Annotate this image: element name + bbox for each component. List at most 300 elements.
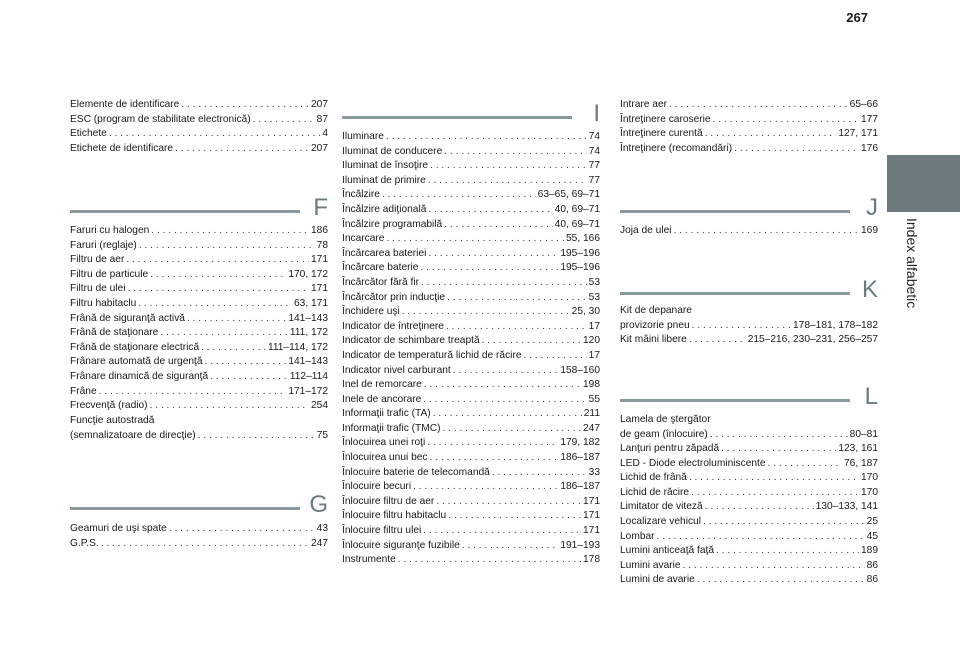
leader-dots (139, 239, 315, 254)
index-entry (342, 407, 600, 422)
leader-dots (657, 530, 865, 545)
entry-pages: 186–187 (560, 481, 600, 493)
entry-text: Frâne (70, 385, 97, 397)
index-entry (342, 174, 600, 189)
entry-text: Faruri cu halogen (70, 225, 150, 236)
entry-pages: 130–133, 141 (815, 501, 878, 513)
entry-pages: 74 (588, 145, 600, 157)
leader-dots (101, 537, 309, 552)
entry-text: Frână de staţionare electrică (70, 341, 200, 353)
entry-pages: 43 (316, 523, 328, 534)
leader-dots (703, 515, 865, 530)
entry-pages: 211 (583, 408, 600, 420)
entry-pages: 254 (311, 400, 328, 412)
entry-text: Lumini avarie (620, 559, 681, 571)
leader-dots (382, 188, 536, 203)
entry-pages: 170 (861, 472, 878, 484)
leader-dots (160, 326, 287, 341)
entry-text: Iluminare (342, 131, 384, 142)
entry-pages: 86 (866, 559, 878, 571)
entry-text: Lanţuri pentru zăpadă (620, 443, 720, 454)
entry-pages: 78 (316, 239, 328, 251)
entry-pages: 87 (316, 113, 328, 125)
entry-text: Încălzire (342, 189, 380, 201)
index-entry (620, 573, 878, 588)
index-entry (70, 268, 328, 283)
entry-pages: 177 (861, 113, 878, 125)
index-entry (70, 127, 328, 142)
index-entry (70, 522, 328, 537)
entry-text: Etichete de identificare (70, 142, 174, 154)
section-j-entries (620, 224, 878, 239)
entry-text: Lichid de frână (620, 472, 687, 484)
leader-dots (482, 334, 581, 349)
entry-text: Limitator de viteză (620, 501, 703, 513)
leader-dots (713, 113, 859, 128)
leader-dots (689, 333, 746, 348)
section-i-header (342, 100, 600, 130)
index-entry (342, 436, 600, 451)
index-entry (620, 142, 878, 157)
entry-pages: 215–216, 230–231, 256–257 (747, 334, 878, 345)
entry-text: ESC (program de stabilitate electronică) (70, 113, 251, 125)
entry-text: Frânare automată de urgenţă (70, 356, 203, 368)
entry-pages: 63–65, 69–71 (537, 189, 600, 201)
index-entry (70, 113, 328, 128)
section-f-header (70, 194, 328, 224)
entry-text: Inel de remorcare (342, 379, 422, 391)
index-entry (70, 326, 328, 341)
section-k-header (620, 276, 878, 306)
leader-dots (705, 127, 837, 142)
entry-pages: 171 (583, 525, 600, 537)
entry-text: Încălzire programabilă (342, 218, 443, 230)
entry-text: Închidere uşi (342, 306, 400, 318)
entry-text: Întreţinere caroserie (620, 113, 711, 125)
entry-pages: 53 (588, 276, 600, 288)
leader-dots (444, 218, 552, 233)
index-entry (342, 539, 600, 554)
entry-text: Intrare aer (620, 99, 667, 110)
entry-text: provizorie pneu (620, 319, 690, 331)
entry-pages: 77 (588, 174, 600, 186)
side-label: Index alfabetic (904, 218, 920, 309)
section-l-header (620, 383, 878, 413)
section-g-entries (70, 522, 328, 551)
index-entry (70, 537, 328, 552)
entry-pages: 141–143 (288, 312, 328, 324)
entry-text: Filtru de ulei (70, 283, 126, 295)
index-entry (70, 341, 328, 356)
index-entry (70, 370, 328, 385)
entry-pages: 33 (588, 466, 600, 478)
entry-text: Geamuri de uşi spate (70, 523, 167, 534)
section-divider (620, 399, 850, 402)
entry-pages: 25, 30 (571, 306, 600, 318)
entry-pages: 55 (588, 393, 600, 405)
index-entry (342, 232, 600, 247)
entry-pages: 171–172 (288, 385, 328, 397)
entry-text: Lombar (620, 530, 655, 542)
entry-text: Frână de staţionare (70, 327, 159, 339)
index-entry (620, 428, 878, 443)
leader-dots (683, 559, 865, 574)
entry-pages: 63, 171 (294, 297, 328, 309)
index-entry (342, 524, 600, 539)
entry-pages: 141–143 (288, 356, 328, 368)
section-divider (70, 507, 300, 510)
entry-pages: 112–114 (289, 370, 328, 382)
leader-dots (430, 451, 559, 466)
leader-dots (453, 364, 559, 379)
leader-dots (109, 127, 321, 142)
entry-text: Înlocuirea unui bec (342, 452, 428, 464)
entry-pages: 120 (583, 335, 600, 347)
entry-pages: 186 (311, 225, 328, 236)
leader-dots (428, 174, 587, 189)
section-letter-l: L (864, 383, 878, 410)
entry-text: Frânare dinamică de siguranţă (70, 370, 209, 382)
entry-pages: 65–66 (849, 99, 878, 110)
index-entry (620, 559, 878, 574)
entry-pages: 77 (588, 160, 600, 172)
leader-dots (150, 399, 309, 414)
entry-text: Joja de ulei (620, 225, 672, 236)
entry-text: Faruri (reglaje) (70, 239, 137, 251)
entry-pages: 123, 161 (838, 443, 878, 454)
entry-pages: 171 (583, 495, 600, 507)
section-letter-g: G (309, 491, 328, 518)
entry-text: Încălzire adiţională (342, 203, 427, 215)
leader-dots (386, 130, 587, 145)
entry-text: Indicator nivel carburant (342, 364, 451, 376)
entry-pages: 186–187 (560, 452, 600, 464)
entry-text: Înlocuire filtru habitaclu (342, 510, 447, 522)
index-entry (342, 451, 600, 466)
entry-pages: 74 (588, 131, 600, 142)
entry-text: Localizare vehicul (620, 515, 701, 527)
leader-dots (428, 203, 552, 218)
index-entry (70, 224, 328, 239)
leader-dots (669, 98, 848, 113)
index-entry (342, 261, 600, 276)
index-entry (70, 142, 328, 157)
entry-pages: 170, 172 (288, 268, 328, 280)
entry-text: Iluminat de însoţire (342, 160, 429, 172)
leader-dots (768, 457, 842, 472)
leader-dots (448, 509, 581, 524)
leader-dots (169, 522, 315, 537)
entry-pages: 207 (311, 142, 328, 154)
column-1-top (70, 98, 328, 156)
leader-dots (151, 224, 309, 239)
index-entry (620, 530, 878, 545)
entry-text: Iluminat de conducere (342, 145, 443, 157)
index-entry (620, 457, 878, 472)
index-entry (342, 378, 600, 393)
entry-text: Informaţii trafic (TMC) (342, 422, 441, 434)
index-entry (620, 442, 878, 457)
index-entry (342, 480, 600, 495)
index-entry (342, 495, 600, 510)
entry-text: Întreţinere (recomandări) (620, 142, 733, 154)
leader-dots (150, 268, 286, 283)
leader-dots (424, 378, 581, 393)
leader-dots (705, 500, 814, 515)
section-i-entries (342, 130, 600, 568)
leader-dots (210, 370, 288, 385)
index-entry (620, 319, 878, 334)
entry-pages: 4 (322, 128, 328, 140)
entry-text: Înlocuire baterie de telecomandă (342, 466, 490, 478)
leader-dots (442, 422, 581, 437)
index-entry (70, 282, 328, 297)
entry-pages: 86 (866, 574, 878, 586)
entry-text: (semnalizatoare de direcţie) (70, 429, 196, 441)
entry-pages: 158–160 (560, 364, 600, 376)
entry-pages: 53 (588, 291, 600, 303)
entry-pages: 75 (316, 429, 328, 441)
entry-pages: 45 (866, 530, 878, 542)
index-entry (620, 500, 878, 515)
index-entry-multi (70, 414, 328, 443)
index-entry (620, 333, 878, 348)
entry-text: Înlocuire filtru ulei (342, 525, 422, 537)
index-entry (342, 203, 600, 218)
leader-dots (492, 466, 587, 481)
leader-dots (423, 524, 581, 539)
section-l-entries (620, 442, 878, 588)
entry-pages: 80–81 (849, 428, 878, 440)
leader-dots (721, 442, 836, 457)
index-entry (342, 145, 600, 160)
entry-text: Incarcare (342, 233, 385, 245)
leader-dots (430, 159, 587, 174)
index-entry (342, 393, 600, 408)
section-letter-i: I (593, 100, 600, 127)
leader-dots (447, 291, 587, 306)
section-divider (342, 116, 572, 119)
index-entry (620, 515, 878, 530)
entry-pages: 191–193 (560, 539, 600, 551)
entry-pages: 176 (861, 142, 878, 154)
entry-pages: 169 (861, 225, 878, 236)
section-g-header (70, 491, 328, 521)
entry-text: Înlocuire becuri (342, 481, 412, 493)
leader-dots (420, 261, 558, 276)
leader-dots (446, 320, 587, 335)
entry-pages: 247 (311, 537, 328, 549)
entry-text: Întreţinere curentă (620, 128, 703, 140)
index-entry (70, 355, 328, 370)
index-entry (342, 218, 600, 233)
index-entry (342, 422, 600, 437)
leader-dots (691, 486, 859, 501)
index-entry (70, 385, 328, 400)
entry-pages: 178 (583, 554, 600, 566)
index-entry (342, 364, 600, 379)
index-entry (620, 127, 878, 142)
index-entry-multi (620, 413, 878, 442)
leader-dots (428, 247, 558, 262)
entry-text: Inele de ancorare (342, 393, 422, 405)
index-entry (342, 130, 600, 145)
leader-dots (201, 341, 266, 356)
entry-pages: 111, 172 (289, 327, 328, 339)
index-entry (620, 113, 878, 128)
column-3-top (620, 98, 878, 156)
entry-pages: 170 (861, 486, 878, 498)
leader-dots (398, 553, 581, 568)
entry-text: Încărcător prin inducţie (342, 291, 446, 303)
entry-text: Încărcător fără fir (342, 276, 419, 288)
leader-dots (413, 480, 558, 495)
index-entry (342, 466, 600, 481)
index-entry (70, 239, 328, 254)
entry-text: Lichid de răcire (620, 486, 690, 498)
section-divider (70, 210, 300, 213)
entry-pages: 25 (866, 515, 878, 527)
index-entry (620, 544, 878, 559)
entry-pages: 17 (588, 320, 600, 332)
index-entry (342, 276, 600, 291)
index-entry (70, 429, 328, 444)
entry-pages: 179, 182 (560, 437, 600, 449)
entry-pages: 247 (583, 422, 600, 434)
entry-pages: 195–196 (560, 262, 600, 274)
entry-pages: 198 (583, 379, 600, 391)
leader-dots (674, 224, 859, 239)
entry-text: Filtru de particule (70, 268, 149, 280)
entry-pages: 178–181, 178–182 (793, 319, 878, 331)
leader-dots (138, 297, 292, 312)
entry-pages: 189 (861, 545, 878, 557)
entry-pages: 40, 69–71 (554, 218, 600, 230)
entry-text: de geam (înlocuire) (620, 428, 708, 440)
index-entry (342, 349, 600, 364)
index-entry (342, 291, 600, 306)
section-letter-k: K (861, 276, 878, 303)
entry-text: Informaţii trafic (TA) (342, 408, 431, 420)
section-k-entries (620, 333, 878, 348)
leader-dots (181, 98, 309, 113)
entry-text: Kit mâini libere (620, 334, 687, 345)
entry-pages: 111–114, 172 (267, 341, 328, 353)
entry-pages: 76, 187 (844, 457, 878, 469)
leader-dots (386, 232, 564, 247)
leader-dots (126, 253, 309, 268)
index-entry (342, 247, 600, 262)
leader-dots (436, 495, 581, 510)
leader-dots (423, 393, 586, 408)
index-entry (70, 98, 328, 113)
entry-text: Lumini de avarie (620, 574, 695, 586)
side-tab (887, 155, 960, 212)
index-entry (342, 320, 600, 335)
entry-text: Încărcarea bateriei (342, 247, 427, 259)
entry-text-line1: Funcţie autostradă (70, 415, 155, 426)
entry-pages: 195–196 (560, 247, 600, 259)
entry-text: Înlocuirea unei roţi (342, 437, 426, 449)
index-entry (70, 253, 328, 268)
index-entry (620, 486, 878, 501)
leader-dots (462, 539, 559, 554)
index-entry (342, 334, 600, 349)
section-letter-j: J (866, 194, 878, 221)
entry-text: Elemente de identificare (70, 99, 180, 110)
entry-text-line1: Lamela de ştergător (620, 414, 711, 425)
index-entry (620, 98, 878, 113)
index-entry (342, 305, 600, 320)
entry-text: Iluminat de primire (342, 174, 426, 186)
section-divider (620, 292, 850, 295)
leader-dots (716, 544, 859, 559)
entry-text: Înlocuire filtru de aer (342, 495, 435, 507)
leader-dots (205, 355, 287, 370)
section-j-header (620, 194, 878, 224)
leader-dots (421, 276, 587, 291)
entry-text: Indicator de întreţinere (342, 320, 444, 332)
index-entry-multi (620, 304, 878, 333)
entry-text: Înlocuire siguranţe fuzibile (342, 539, 460, 551)
index-entry (620, 471, 878, 486)
page-number: 267 (846, 10, 868, 25)
entry-text: Indicator de temperatură lichid de răcire (342, 349, 522, 361)
entry-pages: 171 (311, 254, 328, 266)
leader-dots (253, 113, 315, 128)
leader-dots (99, 385, 287, 400)
entry-pages: 171 (583, 510, 600, 522)
entry-text: Filtru habitaclu (70, 297, 137, 309)
index-entry (70, 312, 328, 327)
entry-text-line1: Kit de depanare (620, 305, 692, 316)
leader-dots (402, 305, 570, 320)
leader-dots (175, 142, 309, 157)
section-f-entries (70, 224, 328, 414)
entry-pages: 127, 171 (838, 128, 878, 140)
entry-text: G.P.S. (70, 537, 99, 549)
entry-text: LED - Diode electroluminiscente (620, 457, 766, 469)
index-entry (342, 159, 600, 174)
leader-dots (187, 312, 286, 327)
entry-text: Încărcare baterie (342, 262, 419, 274)
index-entry (342, 509, 600, 524)
entry-pages: 55, 166 (566, 233, 600, 245)
entry-text: Etichete (70, 128, 107, 140)
leader-dots (689, 471, 859, 486)
index-entry (342, 553, 600, 568)
entry-text: Filtru de aer (70, 254, 125, 266)
entry-text: Frecvenţă (radio) (70, 400, 148, 412)
entry-text: Lumini anticeaţă faţă (620, 545, 715, 557)
entry-text: Frână de siguranţă activă (70, 312, 185, 324)
entry-pages: 171 (311, 283, 328, 295)
leader-dots (433, 407, 582, 422)
leader-dots (427, 436, 558, 451)
index-entry (342, 188, 600, 203)
leader-dots (444, 145, 586, 160)
index-entry (70, 297, 328, 312)
leader-dots (524, 349, 587, 364)
section-divider (620, 210, 850, 213)
entry-pages: 17 (588, 349, 600, 361)
leader-dots (734, 142, 859, 157)
leader-dots (697, 573, 865, 588)
entry-pages: 207 (311, 99, 328, 110)
index-entry (620, 224, 878, 239)
entry-pages: 40, 69–71 (554, 203, 600, 215)
section-letter-f: F (313, 194, 328, 221)
